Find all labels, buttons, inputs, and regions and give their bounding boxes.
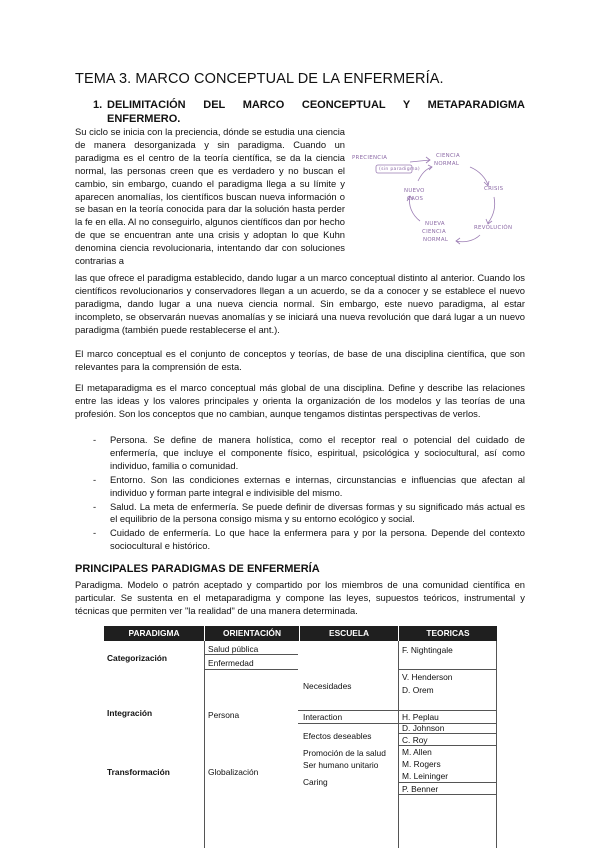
cell-benner: P. Benner bbox=[402, 784, 439, 794]
arrow-normal-to-crisis bbox=[470, 167, 488, 185]
cell-henderson: V. Henderson bbox=[402, 672, 453, 682]
label-nuevo-caos-2: CAOS bbox=[407, 196, 424, 202]
paragraph-cycle-wrapped: Su ciclo se inicia con la preciencia, dónde se estudia una ciencia de manera desorganizada y sin paradigma. Cuando un paradigma es el centro de la teoría científica, se da la ciencia normal, las personas creen que es verdadero y no buscan el cambio, sin embargo, cuando el paradigma llega a su límite y aparecen anomalías, los científicos buscan nueva información o se basan en la teoría conocida para dar la solución hasta perder la fe en ella. Al no conseguirlo, algunos científicos dan por hecho de que se encuentran ante una crisis y adoptan lo que Kuhn denomina ciencia revolucionaria, intentando dar con soluciones contrarias a bbox=[75, 126, 345, 267]
table-divider bbox=[496, 641, 497, 848]
table-header-escuela: ESCUELA bbox=[300, 626, 398, 641]
table-divider bbox=[298, 723, 398, 724]
table-divider bbox=[398, 669, 496, 670]
arrow-preciencia-to-normal bbox=[410, 160, 430, 162]
cell-enfermedad: Enfermedad bbox=[208, 658, 254, 668]
label-revolucion: REVOLUCIÓN bbox=[474, 225, 513, 231]
list-item bbox=[93, 474, 525, 500]
cell-peplau: H. Peplau bbox=[402, 712, 439, 722]
cell-allen: M. Allen bbox=[402, 747, 432, 757]
label-ciencia-normal-1: CIENCIA bbox=[436, 153, 460, 159]
bullet-cuidado: Cuidado de enfermería. Lo que hace la enfermera para y por la persona. Depende del contexto sociocultural e histórico. bbox=[110, 527, 525, 552]
paragraph-marco-conceptual: El marco conceptual es el conjunto de conceptos y teorías, de base de una disciplina científica, que son relevantes para la comprensión de esta. bbox=[75, 348, 525, 372]
table-divider bbox=[298, 710, 398, 711]
table-divider bbox=[204, 669, 298, 670]
label-nueva-1: NUEVA bbox=[425, 221, 445, 227]
label-preciencia: PRECIENCIA bbox=[352, 155, 388, 161]
bullet-persona: Persona. Se define de manera holística, como el receptor real o potencial del cuidado de enfermería, que incluye el componente físico, espiritual, psicológica y sociocultural, así como individuo, familia o comunidad. bbox=[110, 434, 525, 471]
cell-leininger: M. Leininger bbox=[402, 771, 449, 781]
table-header-teoricas: TEORICAS bbox=[399, 626, 497, 641]
cell-caring: Caring bbox=[303, 777, 328, 787]
cell-rogers: M. Rogers bbox=[402, 759, 441, 769]
label-nuevo-caos-1: NUEVO bbox=[404, 188, 425, 194]
label-sin-paradigma: (sin paradigma) bbox=[379, 167, 420, 172]
bullet-dash: - bbox=[93, 527, 97, 539]
bullet-entorno: Entorno. Son las condiciones externas e internas, circunstancias e influencias que afectan al individuo y forman parte integral e indivisible del mismo. bbox=[110, 473, 525, 498]
list-item bbox=[93, 527, 525, 553]
bullet-dash: - bbox=[93, 500, 97, 512]
paragraph-paradigma: Paradigma. Modelo o patrón aceptado y compartido por los miembros de una comunidad científica en particular. Se sustenta en el metaparadigma y compone las leyes, supuestos teóricos, instrumental y técnicas que permiten ver "la realidad" de una manera determinada. bbox=[75, 579, 525, 616]
cell-persona: Persona bbox=[208, 710, 240, 720]
label-ciencia-normal-2: NORMAL bbox=[434, 161, 460, 167]
label-nueva-2: CIENCIA bbox=[422, 229, 446, 235]
arrowhead-4 bbox=[456, 238, 460, 244]
section-1-heading-line-2: ENFERMERO. bbox=[107, 113, 181, 125]
metaparadigma-list bbox=[93, 434, 525, 554]
cell-globalizacion: Globalización bbox=[208, 767, 259, 777]
table-divider bbox=[398, 782, 496, 783]
table-divider bbox=[204, 641, 205, 848]
kuhn-cycle-diagram bbox=[352, 139, 524, 267]
cell-roy: C. Roy bbox=[402, 735, 428, 745]
cell-nightingale: F. Nightingale bbox=[402, 645, 453, 655]
list-item bbox=[93, 501, 525, 527]
section-1-heading-line-1: DELIMITACIÓN DEL MARCO CEONCEPTUAL Y METAPARADIGMA bbox=[107, 99, 525, 111]
list-item bbox=[93, 434, 525, 473]
paragraph-cycle-full: las que ofrece el paradigma establecido, dando lugar a un marco conceptual distinto al anterior. Cuando los científicos revolucionarios y conservadores llegan a un acuerdo, se da a conocer y se establece el nuevo paradigma, dando lugar a una nueva ciencia normal. Sin embargo, este nuevo paradigma, al estar incompleto, se observarán nuevas anomalías y se iniciará una nueva revolución que dará lugar a un nuevo paradigma (también puede restablecerse el ant.). bbox=[75, 272, 525, 335]
bullet-dash: - bbox=[93, 434, 97, 445]
cell-salud-publica: Salud pública bbox=[208, 644, 259, 654]
cell-orem: D. Orem bbox=[402, 685, 434, 695]
cell-interaction: Interaction bbox=[303, 712, 343, 722]
bullet-dash: - bbox=[93, 473, 97, 485]
paradigms-table bbox=[104, 626, 497, 848]
table-header-orientacion: ORIENTACIÓN bbox=[205, 626, 299, 641]
section-2-heading: PRINCIPALES PARADIGMAS DE ENFERMERÍA bbox=[75, 563, 320, 575]
arrow-crisis-to-revolucion bbox=[488, 197, 495, 223]
paragraph-metaparadigma: El metaparadigma es el marco conceptual más global de una disciplina. Define y describe las relaciones entre las ideas y los valores principales y orienta la organización de los modelos y las teorías de una profesión. Son los conceptos que no cambian, aunque tengamos distintas perspectivas de verlos. bbox=[75, 382, 525, 419]
cell-promocion-salud: Promoción de la salud bbox=[303, 748, 386, 758]
table-header-paradigma: PARADIGMA bbox=[104, 626, 204, 641]
document-title: TEMA 3. MARCO CONCEPTUAL DE LA ENFERMERÍA. bbox=[75, 71, 444, 87]
cell-integracion: Integración bbox=[107, 708, 153, 718]
label-nueva-3: NORMAL bbox=[423, 237, 449, 243]
cell-transformacion: Transformación bbox=[107, 767, 170, 777]
cell-necesidades: Necesidades bbox=[303, 681, 352, 691]
bullet-salud: Salud. La meta de enfermería. Se puede definir de diversas formas y su significado más actual es el equilibrio de la persona consigo misma y su entorno ecológico y social. bbox=[110, 500, 525, 525]
label-crisis: CRISIS bbox=[484, 186, 504, 192]
cell-ser-humano-unitario: Ser humano unitario bbox=[303, 760, 379, 770]
table-divider bbox=[398, 710, 496, 711]
section-1-number: 1. bbox=[93, 99, 103, 111]
cell-categorizacion: Categorización bbox=[107, 653, 168, 663]
cell-johnson: D. Johnson bbox=[402, 723, 445, 733]
cell-efectos-deseables: Efectos deseables bbox=[303, 731, 372, 741]
